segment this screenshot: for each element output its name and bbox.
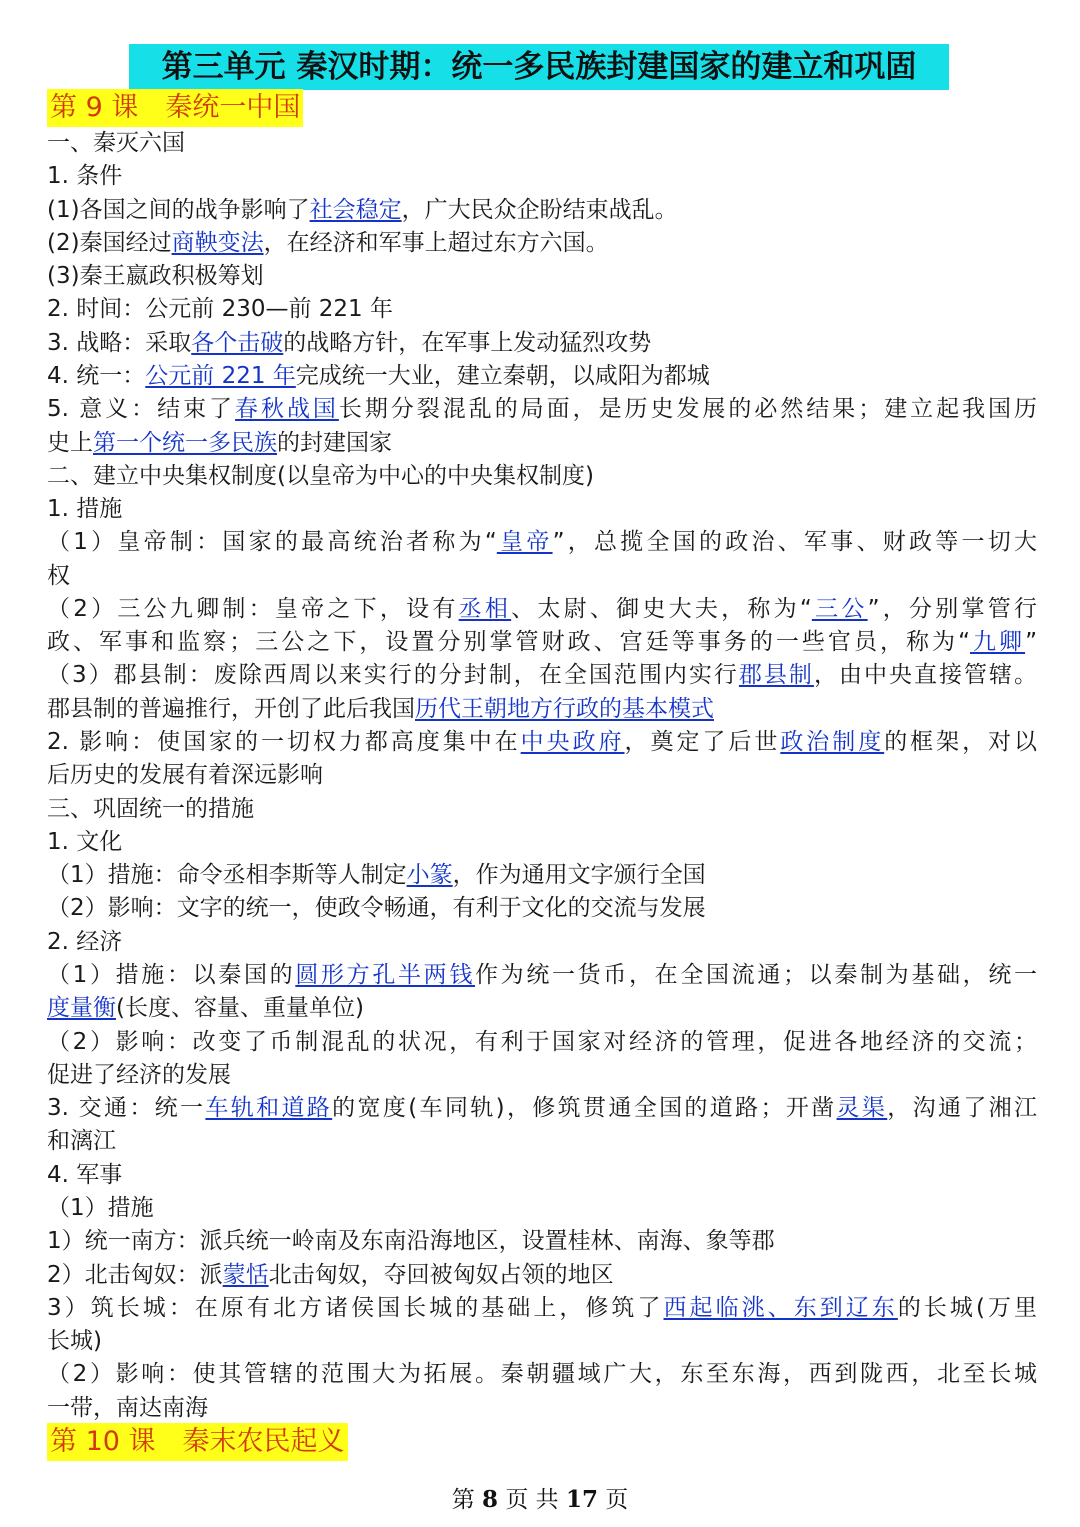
line-text: 的宽度(车同轨)，修筑贯通全国的道路；开凿 bbox=[332, 1095, 837, 1122]
line-text: 2. 经济 bbox=[47, 928, 123, 955]
text-line bbox=[47, 227, 1037, 260]
line-text: （1）措施：以秦国的 bbox=[47, 962, 296, 988]
line-text: 、太尉、御史大夫，称为“ bbox=[511, 595, 812, 622]
keyword-term: 车轨和道路 bbox=[205, 1095, 333, 1122]
text-line bbox=[47, 926, 1037, 959]
line-text: (3)秦王嬴政积极筹划 bbox=[47, 263, 264, 290]
line-text: 4. 统一： bbox=[47, 362, 146, 389]
text-line bbox=[47, 693, 1037, 726]
text-line bbox=[47, 160, 1037, 193]
keyword-term: 历代王朝地方行政的基本模式 bbox=[415, 695, 714, 722]
line-text: （2）影响：文字的统一，使政令畅通，有利于文化的交流与发展 bbox=[47, 895, 706, 922]
keyword-term: 灵渠 bbox=[836, 1095, 888, 1122]
text-line bbox=[47, 959, 1037, 992]
lesson-10-title: 第 10 课 秦末农民起义 bbox=[47, 1423, 348, 1461]
line-text: （2）三公九卿制：皇帝之下，设有 bbox=[47, 595, 459, 622]
line-text: ” bbox=[1025, 629, 1037, 656]
line-text: 1. 条件 bbox=[47, 163, 123, 190]
line-text: 史上 bbox=[47, 429, 93, 456]
page-footer bbox=[0, 1484, 1080, 1516]
text-line bbox=[47, 1358, 1037, 1391]
line-text: (2)秦国经过 bbox=[47, 229, 172, 256]
line-text: ，奠定了后世 bbox=[624, 729, 781, 756]
text-line bbox=[47, 493, 1037, 526]
text-line bbox=[47, 1259, 1037, 1292]
line-text: ”，分别掌管行 bbox=[867, 595, 1037, 622]
line-text: ，沟通了湘江 bbox=[887, 1095, 1037, 1122]
keyword-term: 第一个统一多民族 bbox=[93, 429, 277, 456]
line-text: 权 bbox=[47, 562, 70, 589]
line-text: （1）皇帝制：国家的最高统治者称为“ bbox=[47, 529, 497, 556]
text-line bbox=[47, 1225, 1037, 1258]
text-line bbox=[47, 826, 1037, 859]
line-text: （1）措施：命令丞相李斯等人制定 bbox=[47, 862, 407, 889]
text-line bbox=[47, 260, 1037, 293]
line-text: （2）影响：使其管辖的范围大为拓展。秦朝疆域广大，东至东海，西到陇西，北至长城 bbox=[47, 1361, 1037, 1388]
text-line bbox=[47, 460, 1037, 493]
text-line bbox=[47, 1125, 1037, 1158]
text-line bbox=[47, 793, 1037, 826]
keyword-term: 中央政府 bbox=[520, 729, 625, 756]
text-line bbox=[47, 427, 1037, 460]
line-text: ，广大民众企盼结束战乱。 bbox=[401, 196, 678, 223]
unit-title: 第三单元 秦汉时期：统一多民族封建国家的建立和巩固 bbox=[129, 44, 949, 90]
line-text: 后历史的发展有着深远影响 bbox=[47, 762, 323, 789]
line-text: 长期分裂混乱的局面，是历史发展的必然结果；建立起我国历 bbox=[338, 396, 1037, 423]
text-line bbox=[47, 526, 1037, 559]
line-text: 长城) bbox=[47, 1328, 102, 1355]
text-line bbox=[47, 327, 1037, 360]
line-text: 完成统一大业，建立秦朝，以咸阳为都城 bbox=[295, 362, 710, 389]
text-line bbox=[47, 1159, 1037, 1192]
line-text: 1. 文化 bbox=[47, 828, 123, 855]
keyword-term: 春秋战国 bbox=[235, 396, 339, 423]
line-text: 促进了经济的发展 bbox=[47, 1061, 231, 1088]
line-text: 的封建国家 bbox=[277, 429, 392, 456]
text-line bbox=[47, 1325, 1037, 1358]
keyword-term: 各个击破 bbox=[191, 329, 284, 356]
line-text: 的框架，对以 bbox=[884, 729, 1037, 756]
line-text: 1. 措施 bbox=[47, 496, 123, 523]
line-text: 4. 军事 bbox=[47, 1161, 123, 1188]
line-text: 政、军事和监察；三公之下，设置分别掌管财政、宫廷等事务的一些官员，称为“ bbox=[47, 629, 970, 656]
footer-middle: 页 共 bbox=[498, 1487, 566, 1513]
text-line bbox=[47, 293, 1037, 326]
text-line bbox=[47, 859, 1037, 892]
text-line bbox=[47, 1292, 1037, 1325]
line-text: 一带，南达南海 bbox=[47, 1394, 208, 1421]
line-text: ，由中央直接管辖。 bbox=[813, 662, 1037, 689]
text-line bbox=[47, 593, 1037, 626]
keyword-term: 三公 bbox=[811, 595, 868, 622]
line-text: ”，总揽全国的政治、军事、财政等一切大 bbox=[552, 529, 1037, 556]
text-line bbox=[47, 892, 1037, 925]
keyword-term: 社会稳定 bbox=[309, 196, 402, 223]
line-text: (长度、容量、重量单位) bbox=[116, 995, 364, 1022]
total-page-count: 17 bbox=[565, 1486, 598, 1513]
text-line bbox=[47, 1092, 1037, 1125]
keyword-term: 度量衡 bbox=[47, 995, 116, 1022]
keyword-term: 商鞅变法 bbox=[171, 229, 264, 256]
line-text: 2）北击匈奴：派 bbox=[47, 1261, 223, 1288]
text-line bbox=[47, 360, 1037, 393]
text-line bbox=[47, 1192, 1037, 1225]
text-line bbox=[47, 992, 1037, 1025]
text-line bbox=[47, 659, 1037, 692]
line-text: （1）措施 bbox=[47, 1194, 154, 1221]
line-text: 3. 战略：采取 bbox=[47, 329, 192, 356]
line-text: 1）统一南方：派兵统一岭南及东南沿海地区，设置桂林、南海、象等郡 bbox=[47, 1228, 775, 1255]
line-text: 3. 交通：统一 bbox=[47, 1095, 206, 1122]
line-text: （2）影响：改变了币制混乱的状况，有利于国家对经济的管理，促进各地经济的交流； bbox=[47, 1028, 1037, 1055]
line-text: 三、巩固统一的措施 bbox=[47, 795, 254, 822]
line-text: (1)各国之间的战争影响了 bbox=[47, 196, 310, 223]
footer-prefix: 第 bbox=[451, 1487, 483, 1513]
line-text: 3）筑长城：在原有北方诸侯国长城的基础上，修筑了 bbox=[47, 1294, 664, 1321]
keyword-term: 西起临洮、东到辽东 bbox=[663, 1294, 898, 1321]
text-line bbox=[47, 1392, 1037, 1425]
text-line bbox=[47, 1026, 1037, 1059]
line-text: ，在经济和军事上超过东方六国。 bbox=[263, 229, 609, 256]
line-text: （3）郡县制：废除西周以来实行的分封制，在全国范围内实行 bbox=[47, 662, 739, 689]
line-text: 郡县制的普遍推行，开创了此后我国 bbox=[47, 695, 415, 722]
line-text: 作为统一货币，在全国流通；以秦制为基础，统一 bbox=[474, 962, 1037, 988]
text-line bbox=[47, 726, 1037, 759]
line-text: 北击匈奴，夺回被匈奴占领的地区 bbox=[268, 1261, 614, 1288]
current-page-number: 8 bbox=[482, 1486, 499, 1513]
keyword-term: 皇帝 bbox=[496, 529, 553, 556]
text-line bbox=[47, 194, 1037, 227]
text-line bbox=[47, 626, 1037, 659]
line-text: 的战略方针，在军事上发动猛烈攻势 bbox=[283, 329, 652, 356]
text-line bbox=[47, 393, 1037, 426]
line-text: 2. 时间：公元前 230—前 221 年 bbox=[47, 296, 393, 323]
text-line bbox=[47, 127, 1037, 160]
text-line bbox=[47, 1059, 1037, 1092]
footer-suffix: 页 bbox=[597, 1487, 629, 1513]
line-text: 和漓江 bbox=[47, 1128, 116, 1155]
line-text: 一、秦灭六国 bbox=[47, 130, 185, 156]
keyword-term: 九卿 bbox=[969, 629, 1026, 656]
keyword-term: 公元前 221 年 bbox=[145, 362, 296, 389]
line-text: 5. 意义：结束了 bbox=[47, 396, 236, 423]
line-text: 2. 影响：使国家的一切权力都高度集中在 bbox=[47, 729, 521, 756]
keyword-term: 蒙恬 bbox=[222, 1261, 269, 1288]
keyword-term: 政治制度 bbox=[780, 729, 885, 756]
line-text: ，作为通用文字颁行全国 bbox=[452, 862, 706, 889]
text-line bbox=[47, 759, 1037, 792]
keyword-term: 郡县制 bbox=[738, 662, 814, 689]
text-line bbox=[47, 560, 1037, 593]
keyword-term: 圆形方孔半两钱 bbox=[295, 962, 475, 988]
line-text: 的长城(万里 bbox=[897, 1294, 1037, 1321]
keyword-term: 丞相 bbox=[458, 595, 512, 622]
keyword-term: 小篆 bbox=[406, 862, 453, 889]
line-text: 二、建立中央集权制度(以皇帝为中心的中央集权制度) bbox=[47, 462, 594, 489]
lesson-9-title: 第 9 课 秦统一中国 bbox=[47, 89, 303, 127]
